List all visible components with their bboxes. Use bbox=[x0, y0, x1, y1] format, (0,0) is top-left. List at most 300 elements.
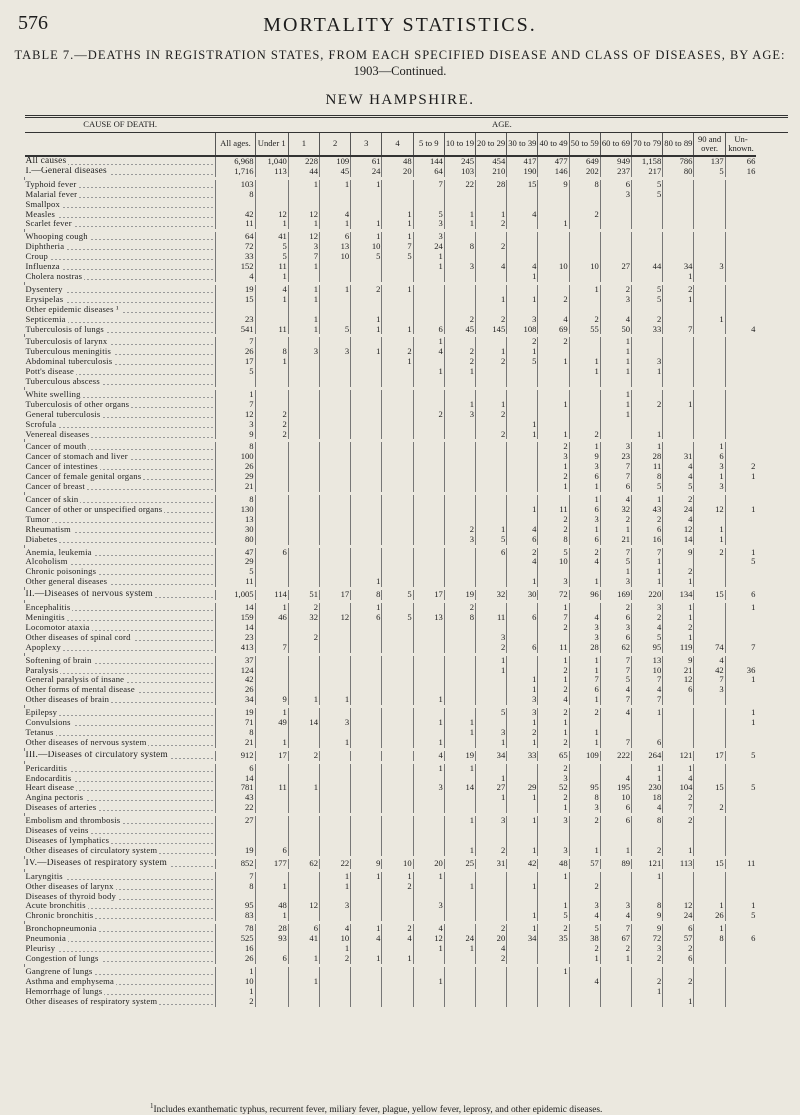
cell-value: 2 bbox=[663, 495, 694, 505]
cell-value: 2 bbox=[538, 708, 569, 718]
cause-name bbox=[25, 410, 216, 420]
cell-value bbox=[351, 495, 382, 505]
cell-value bbox=[600, 826, 631, 836]
cell-value: 2 bbox=[476, 219, 507, 229]
cell-value bbox=[538, 232, 569, 242]
cell-value bbox=[351, 783, 382, 793]
cell-value: 8 bbox=[216, 882, 255, 892]
cell-value: 4 bbox=[600, 685, 631, 695]
cell-value: 16 bbox=[725, 167, 756, 177]
cell-value: 1 bbox=[538, 675, 569, 685]
cell-value bbox=[476, 882, 507, 892]
table-row bbox=[25, 367, 789, 377]
cell-value bbox=[382, 643, 413, 653]
table-row bbox=[25, 656, 789, 666]
cell-value: 2 bbox=[413, 410, 444, 420]
cell-value bbox=[507, 944, 538, 954]
cause-name bbox=[25, 882, 216, 892]
cell-value: 2 bbox=[538, 525, 569, 535]
cause-label: Other forms of mental disease bbox=[25, 685, 135, 695]
table-title: TABLE 7.—DEATHS IN REGISTRATION STATES, FROM EACH SPECIFIED DISEASE AND CLASS OF DISEASES, BY AGE: bbox=[14, 48, 786, 62]
page-number: 576 bbox=[18, 12, 48, 34]
cell-value: 121 bbox=[632, 859, 663, 869]
cell-value bbox=[351, 482, 382, 492]
cell-value: 2 bbox=[663, 567, 694, 577]
cell-value: 1 bbox=[288, 977, 319, 987]
cell-value bbox=[288, 462, 319, 472]
cell-value bbox=[476, 442, 507, 452]
cell-value bbox=[725, 357, 756, 367]
cell-value: 10 bbox=[538, 557, 569, 567]
cell-value: 649 bbox=[569, 156, 600, 167]
cell-value bbox=[288, 357, 319, 367]
cell-value bbox=[444, 462, 475, 472]
cell-value: 17 bbox=[216, 357, 255, 367]
cell-value bbox=[725, 872, 756, 882]
cause-label: Other diseases of circulatory system bbox=[25, 845, 158, 855]
cell-value bbox=[288, 577, 319, 587]
table-row bbox=[25, 708, 789, 718]
cause-label: Epilepsy bbox=[25, 708, 58, 718]
cell-value bbox=[288, 738, 319, 748]
cell-value: 46 bbox=[255, 613, 288, 623]
cell-value: 5 bbox=[600, 675, 631, 685]
cell-value bbox=[476, 967, 507, 977]
cell-value bbox=[538, 272, 569, 282]
cell-value: 17 bbox=[320, 590, 351, 600]
cell-value: 2 bbox=[600, 603, 631, 613]
cell-value: 21 bbox=[216, 738, 255, 748]
cell-value bbox=[725, 774, 756, 784]
cell-value bbox=[288, 337, 319, 347]
cell-value: 67 bbox=[600, 934, 631, 944]
cell-value bbox=[413, 577, 444, 587]
cell-value: 5 bbox=[725, 751, 756, 761]
cell-value: 1 bbox=[476, 347, 507, 357]
cell-value bbox=[538, 633, 569, 643]
cell-value: 71 bbox=[216, 718, 255, 728]
cell-value: 2 bbox=[569, 708, 600, 718]
cell-value: 51 bbox=[288, 590, 319, 600]
cell-value bbox=[600, 728, 631, 738]
cause-name bbox=[25, 190, 216, 200]
cell-value: 3 bbox=[632, 357, 663, 367]
cell-value bbox=[507, 495, 538, 505]
class-total-row bbox=[25, 590, 789, 600]
cell-value: 1 bbox=[694, 535, 725, 545]
cell-value bbox=[694, 420, 725, 430]
cell-value: 17 bbox=[255, 751, 288, 761]
class-total-row bbox=[25, 859, 789, 869]
cell-value: 1 bbox=[476, 774, 507, 784]
cell-value bbox=[444, 685, 475, 695]
cell-value bbox=[288, 643, 319, 653]
cell-value bbox=[255, 774, 288, 784]
cell-value bbox=[663, 836, 694, 846]
cell-value bbox=[476, 695, 507, 705]
cell-value bbox=[444, 567, 475, 577]
cell-value bbox=[351, 836, 382, 846]
cause-name bbox=[25, 633, 216, 643]
cell-value: 1 bbox=[538, 803, 569, 813]
cause-label: Dysentery bbox=[25, 284, 63, 294]
cell-value bbox=[351, 390, 382, 400]
cell-value: 8 bbox=[694, 934, 725, 944]
cell-value bbox=[413, 603, 444, 613]
cause-name bbox=[25, 666, 216, 676]
cell-value bbox=[476, 232, 507, 242]
cell-value bbox=[476, 567, 507, 577]
cause-name bbox=[25, 390, 216, 400]
cell-value: 3 bbox=[320, 718, 351, 728]
cell-value bbox=[600, 967, 631, 977]
cell-value: 7 bbox=[600, 738, 631, 748]
cell-value: 1 bbox=[288, 695, 319, 705]
column-header: Under 1 bbox=[255, 133, 288, 157]
cell-value bbox=[476, 872, 507, 882]
cell-value: 1 bbox=[663, 295, 694, 305]
cell-value bbox=[476, 515, 507, 525]
cell-value bbox=[382, 557, 413, 567]
cause-name bbox=[25, 623, 216, 633]
cell-value bbox=[320, 548, 351, 558]
cell-value bbox=[320, 190, 351, 200]
cell-value: 42 bbox=[216, 675, 255, 685]
cell-value bbox=[663, 892, 694, 902]
cell-value: 35 bbox=[538, 934, 569, 944]
cell-value: 2 bbox=[444, 525, 475, 535]
cell-value: 4 bbox=[507, 525, 538, 535]
cell-value bbox=[476, 685, 507, 695]
cell-value bbox=[694, 219, 725, 229]
cause-label: Endocarditis bbox=[25, 773, 72, 783]
cell-value bbox=[507, 997, 538, 1007]
cell-value bbox=[255, 442, 288, 452]
cell-value: 4 bbox=[569, 911, 600, 921]
cell-value bbox=[663, 337, 694, 347]
cause-name bbox=[25, 643, 216, 653]
cell-value bbox=[413, 357, 444, 367]
cell-value: 55 bbox=[569, 325, 600, 335]
table-row bbox=[25, 882, 789, 892]
cell-value: 10 bbox=[320, 252, 351, 262]
cell-value bbox=[382, 892, 413, 902]
cell-value bbox=[632, 728, 663, 738]
cell-value: 144 bbox=[413, 156, 444, 167]
cell-value bbox=[382, 718, 413, 728]
cell-value: 11 bbox=[632, 462, 663, 472]
cell-value bbox=[351, 764, 382, 774]
cell-value: 2 bbox=[632, 515, 663, 525]
cell-value bbox=[255, 337, 288, 347]
cell-value bbox=[382, 272, 413, 282]
cell-value bbox=[413, 708, 444, 718]
table-row bbox=[25, 200, 789, 210]
cell-value: 8 bbox=[216, 495, 255, 505]
cell-value bbox=[255, 482, 288, 492]
table-body bbox=[25, 156, 789, 1007]
cell-value: 7 bbox=[725, 643, 756, 653]
cell-value bbox=[255, 390, 288, 400]
cell-value bbox=[632, 892, 663, 902]
cell-value: 69 bbox=[538, 325, 569, 335]
cell-value bbox=[288, 567, 319, 577]
cell-value bbox=[320, 305, 351, 315]
cell-value bbox=[255, 675, 288, 685]
cause-name bbox=[25, 442, 216, 452]
cell-value: 5 bbox=[216, 567, 255, 577]
cell-value: 49 bbox=[255, 718, 288, 728]
cause-label: Laryngitis bbox=[25, 871, 63, 881]
cause-label: Congestion of lungs bbox=[25, 953, 99, 963]
cell-value: 24 bbox=[444, 934, 475, 944]
cell-value: 3 bbox=[288, 347, 319, 357]
cell-value: 96 bbox=[569, 590, 600, 600]
cell-value bbox=[694, 180, 725, 190]
table-row bbox=[25, 495, 789, 505]
cell-value: 14 bbox=[288, 718, 319, 728]
cell-value bbox=[632, 882, 663, 892]
cell-value: 3 bbox=[320, 347, 351, 357]
cause-name bbox=[25, 325, 216, 335]
cell-value bbox=[725, 252, 756, 262]
cell-value: 2 bbox=[351, 285, 382, 295]
cell-value: 38 bbox=[569, 934, 600, 944]
cell-value: 222 bbox=[600, 751, 631, 761]
table-row bbox=[25, 803, 789, 813]
cell-value: 6 bbox=[507, 613, 538, 623]
cell-value bbox=[255, 872, 288, 882]
cause-label: Acute bronchitis bbox=[25, 901, 86, 911]
cell-value bbox=[476, 997, 507, 1007]
cause-name bbox=[25, 430, 216, 440]
cause-label: Other diseases of brain bbox=[25, 695, 110, 705]
cause-label: Pneumonia bbox=[25, 934, 66, 944]
cell-value: 3 bbox=[600, 577, 631, 587]
cell-value: 15 bbox=[694, 783, 725, 793]
cell-value bbox=[725, 793, 756, 803]
cell-value bbox=[725, 232, 756, 242]
cell-value: 11 bbox=[538, 643, 569, 653]
cell-value bbox=[320, 846, 351, 856]
cell-value: 1,005 bbox=[216, 590, 255, 600]
cell-value bbox=[382, 367, 413, 377]
cause-name bbox=[25, 872, 216, 882]
cell-value bbox=[413, 525, 444, 535]
cell-value: 1 bbox=[382, 210, 413, 220]
cause-name bbox=[25, 252, 216, 262]
cell-value: 1 bbox=[255, 219, 288, 229]
cell-value bbox=[538, 420, 569, 430]
cell-value bbox=[382, 442, 413, 452]
cause-label: Croup bbox=[25, 252, 48, 262]
cell-value bbox=[725, 954, 756, 964]
cell-value: 6 bbox=[600, 613, 631, 623]
cell-value bbox=[413, 420, 444, 430]
mortality-table bbox=[24, 115, 788, 1007]
cell-value bbox=[694, 882, 725, 892]
cause-label: Pott's disease bbox=[25, 367, 75, 377]
cell-value bbox=[413, 295, 444, 305]
cell-value: 57 bbox=[569, 859, 600, 869]
cell-value: 5 bbox=[476, 708, 507, 718]
cell-value bbox=[288, 548, 319, 558]
cell-value bbox=[255, 656, 288, 666]
cell-value: 83 bbox=[216, 911, 255, 921]
cause-name bbox=[25, 954, 216, 964]
cell-value: 3 bbox=[444, 410, 475, 420]
cell-value: 4 bbox=[507, 557, 538, 567]
cell-value bbox=[476, 718, 507, 728]
table-row bbox=[25, 987, 789, 997]
cell-value bbox=[351, 548, 382, 558]
cell-value bbox=[288, 892, 319, 902]
class-total-row bbox=[25, 167, 789, 177]
cell-value: 34 bbox=[216, 695, 255, 705]
table-row bbox=[25, 325, 789, 335]
cell-value bbox=[382, 472, 413, 482]
cell-value: 1 bbox=[320, 180, 351, 190]
table-row bbox=[25, 892, 789, 902]
cell-value: 7 bbox=[216, 872, 255, 882]
cause-name bbox=[25, 977, 216, 987]
cell-value: 137 bbox=[694, 156, 725, 167]
cell-value: 1 bbox=[538, 357, 569, 367]
cause-name bbox=[25, 305, 216, 315]
cell-value bbox=[507, 826, 538, 836]
table-row bbox=[25, 567, 789, 577]
cell-value: 949 bbox=[600, 156, 631, 167]
cell-value bbox=[725, 695, 756, 705]
cell-value: 24 bbox=[663, 911, 694, 921]
cell-value bbox=[694, 557, 725, 567]
cell-value bbox=[382, 803, 413, 813]
cell-value: 1 bbox=[255, 272, 288, 282]
cell-value bbox=[694, 295, 725, 305]
cell-value: 152 bbox=[216, 262, 255, 272]
cell-value bbox=[663, 200, 694, 210]
cell-value: 3 bbox=[632, 944, 663, 954]
cell-value: 1 bbox=[288, 295, 319, 305]
cause-label: Abdominal tuberculosis bbox=[25, 357, 113, 367]
cell-value bbox=[600, 977, 631, 987]
cell-value: 6 bbox=[600, 816, 631, 826]
cell-value: 1 bbox=[569, 367, 600, 377]
cell-value bbox=[413, 675, 444, 685]
cell-value: 16 bbox=[632, 535, 663, 545]
cause-name bbox=[25, 901, 216, 911]
cell-value bbox=[255, 826, 288, 836]
cell-value: 2 bbox=[569, 816, 600, 826]
cell-value: 4 bbox=[216, 272, 255, 282]
cell-value bbox=[255, 997, 288, 1007]
cell-value bbox=[288, 882, 319, 892]
cell-value: 1 bbox=[663, 997, 694, 1007]
cell-value: 8 bbox=[538, 535, 569, 545]
cell-value: 7 bbox=[216, 337, 255, 347]
cell-value: 4 bbox=[476, 262, 507, 272]
cell-value bbox=[444, 954, 475, 964]
footnote-marker: 1 bbox=[150, 1102, 154, 1110]
cell-value bbox=[538, 190, 569, 200]
cell-value bbox=[569, 305, 600, 315]
cell-value: 12 bbox=[320, 613, 351, 623]
cell-value bbox=[569, 377, 600, 387]
cell-value bbox=[382, 515, 413, 525]
cause-label: Pleurisy bbox=[25, 944, 56, 954]
table-row bbox=[25, 675, 789, 685]
cell-value bbox=[569, 232, 600, 242]
cell-value: 10 bbox=[320, 934, 351, 944]
cell-value: 2 bbox=[507, 337, 538, 347]
column-header: 60 to 69 bbox=[600, 133, 631, 157]
cell-value bbox=[351, 367, 382, 377]
cell-value bbox=[382, 200, 413, 210]
cell-value bbox=[569, 567, 600, 577]
cause-label: III.—Diseases of circulatory system bbox=[25, 750, 168, 760]
cell-value: 5 bbox=[351, 252, 382, 262]
cause-label: Erysipelas bbox=[25, 294, 64, 304]
cell-value: 113 bbox=[255, 167, 288, 177]
cell-value bbox=[663, 882, 694, 892]
cause-name bbox=[25, 944, 216, 954]
cell-value: 1 bbox=[476, 295, 507, 305]
cell-value bbox=[538, 305, 569, 315]
cell-value bbox=[413, 272, 444, 282]
cell-value: 1 bbox=[413, 738, 444, 748]
cell-value bbox=[507, 252, 538, 262]
cell-value bbox=[632, 347, 663, 357]
cell-value: 20 bbox=[413, 859, 444, 869]
cell-value: 1 bbox=[507, 738, 538, 748]
cell-value bbox=[382, 377, 413, 387]
cell-value: 9 bbox=[569, 452, 600, 462]
cell-value: 1 bbox=[694, 472, 725, 482]
cell-value bbox=[600, 232, 631, 242]
cell-value: 1 bbox=[663, 400, 694, 410]
cell-value: 1 bbox=[569, 577, 600, 587]
cell-value: 8 bbox=[216, 442, 255, 452]
cell-value bbox=[382, 793, 413, 803]
cell-value: 3 bbox=[538, 774, 569, 784]
cell-value bbox=[663, 557, 694, 567]
cell-value: 5 bbox=[694, 167, 725, 177]
cell-value bbox=[600, 882, 631, 892]
cell-value bbox=[507, 305, 538, 315]
cell-value bbox=[255, 666, 288, 676]
cell-value bbox=[444, 774, 475, 784]
cell-value bbox=[694, 613, 725, 623]
cell-value: 3 bbox=[694, 685, 725, 695]
cell-value bbox=[320, 643, 351, 653]
table-row bbox=[25, 826, 789, 836]
cell-value: 12 bbox=[413, 934, 444, 944]
cell-value bbox=[725, 190, 756, 200]
cell-value bbox=[288, 656, 319, 666]
cell-value: 28 bbox=[569, 643, 600, 653]
cell-value bbox=[632, 272, 663, 282]
cause-label: Other diseases of spinal cord bbox=[25, 632, 131, 642]
table-row bbox=[25, 285, 789, 295]
table-row bbox=[25, 305, 789, 315]
cell-value: 1 bbox=[600, 846, 631, 856]
cell-value: 1 bbox=[255, 708, 288, 718]
cell-value bbox=[725, 997, 756, 1007]
cell-value: 2 bbox=[382, 347, 413, 357]
cell-value bbox=[632, 377, 663, 387]
cell-value: 210 bbox=[476, 167, 507, 177]
cell-value: 104 bbox=[663, 783, 694, 793]
